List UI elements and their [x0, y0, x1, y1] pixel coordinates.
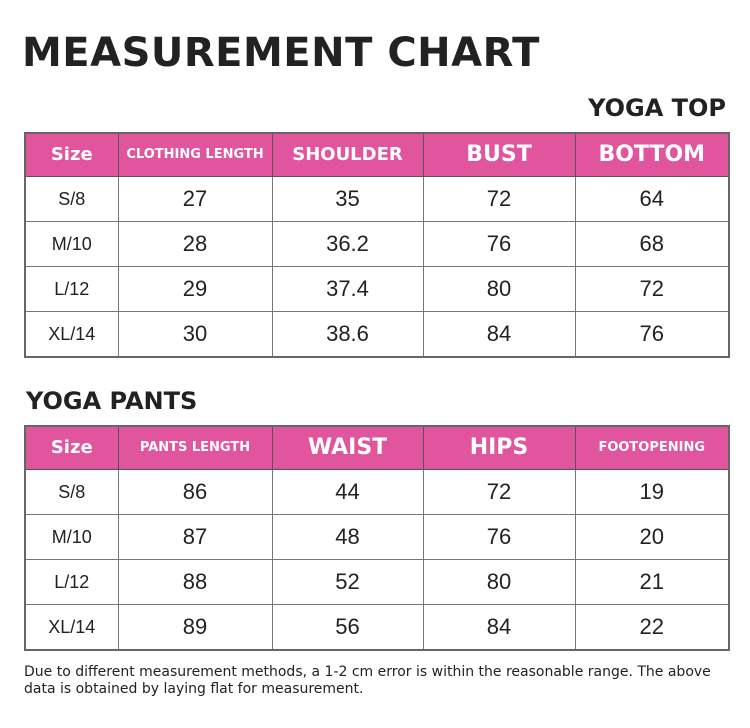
table-header-row — [25, 426, 729, 470]
header-clothing-length: CLOTHING LENGTH — [118, 133, 272, 177]
hips-cell: 72 — [423, 470, 575, 515]
footopening-cell: 19 — [575, 470, 729, 515]
footopening-cell: 20 — [575, 515, 729, 560]
yoga-pants-title: YOGA PANTS — [26, 387, 198, 415]
size-cell: S/8 — [25, 177, 118, 222]
size-cell: M/10 — [25, 222, 118, 267]
size-cell: L/12 — [25, 560, 118, 605]
table-row — [25, 267, 729, 312]
header-pants-length: PANTS LENGTH — [118, 426, 272, 470]
shoulder-cell: 35 — [272, 177, 423, 222]
clothing-length-cell: 30 — [118, 312, 272, 358]
header-footopening: FOOTOPENING — [575, 426, 729, 470]
page-title: MEASUREMENT CHART — [22, 30, 540, 76]
bust-cell: 72 — [423, 177, 575, 222]
shoulder-cell: 36.2 — [272, 222, 423, 267]
shoulder-cell: 38.6 — [272, 312, 423, 358]
clothing-length-cell: 28 — [118, 222, 272, 267]
footopening-cell: 22 — [575, 605, 729, 651]
bottom-cell: 76 — [575, 312, 729, 358]
yoga-top-size-table — [24, 132, 730, 358]
table-header-row — [25, 133, 729, 177]
clothing-length-cell: 27 — [118, 177, 272, 222]
hips-cell: 80 — [423, 560, 575, 605]
header-bust: BUST — [423, 133, 575, 177]
waist-cell: 52 — [272, 560, 423, 605]
pants-length-cell: 89 — [118, 605, 272, 651]
size-cell: XL/14 — [25, 605, 118, 651]
table-row — [25, 312, 729, 358]
waist-cell: 48 — [272, 515, 423, 560]
measurement-note: Due to different measurement methods, a 1-2 cm error is within the reasonable range. The above data is obtained by laying flat for measurement. — [24, 664, 711, 697]
size-cell: S/8 — [25, 470, 118, 515]
bust-cell: 80 — [423, 267, 575, 312]
clothing-length-cell: 29 — [118, 267, 272, 312]
bottom-cell: 64 — [575, 177, 729, 222]
shoulder-cell: 37.4 — [272, 267, 423, 312]
footopening-cell: 21 — [575, 560, 729, 605]
table-row — [25, 470, 729, 515]
header-size: Size — [25, 133, 118, 177]
header-shoulder: SHOULDER — [272, 133, 423, 177]
bust-cell: 84 — [423, 312, 575, 358]
waist-cell: 56 — [272, 605, 423, 651]
bottom-cell: 72 — [575, 267, 729, 312]
size-cell: XL/14 — [25, 312, 118, 358]
pants-length-cell: 88 — [118, 560, 272, 605]
header-hips: HIPS — [423, 426, 575, 470]
bottom-cell: 68 — [575, 222, 729, 267]
table-row — [25, 177, 729, 222]
waist-cell: 44 — [272, 470, 423, 515]
bust-cell: 76 — [423, 222, 575, 267]
hips-cell: 76 — [423, 515, 575, 560]
header-size: Size — [25, 426, 118, 470]
yoga-pants-size-table — [24, 425, 730, 651]
header-bottom: BOTTOM — [575, 133, 729, 177]
header-waist: WAIST — [272, 426, 423, 470]
size-cell: M/10 — [25, 515, 118, 560]
pants-length-cell: 86 — [118, 470, 272, 515]
table-row — [25, 222, 729, 267]
yoga-top-title: YOGA TOP — [588, 94, 726, 122]
table-row — [25, 560, 729, 605]
size-cell: L/12 — [25, 267, 118, 312]
pants-length-cell: 87 — [118, 515, 272, 560]
table-row — [25, 515, 729, 560]
hips-cell: 84 — [423, 605, 575, 651]
table-row — [25, 605, 729, 651]
